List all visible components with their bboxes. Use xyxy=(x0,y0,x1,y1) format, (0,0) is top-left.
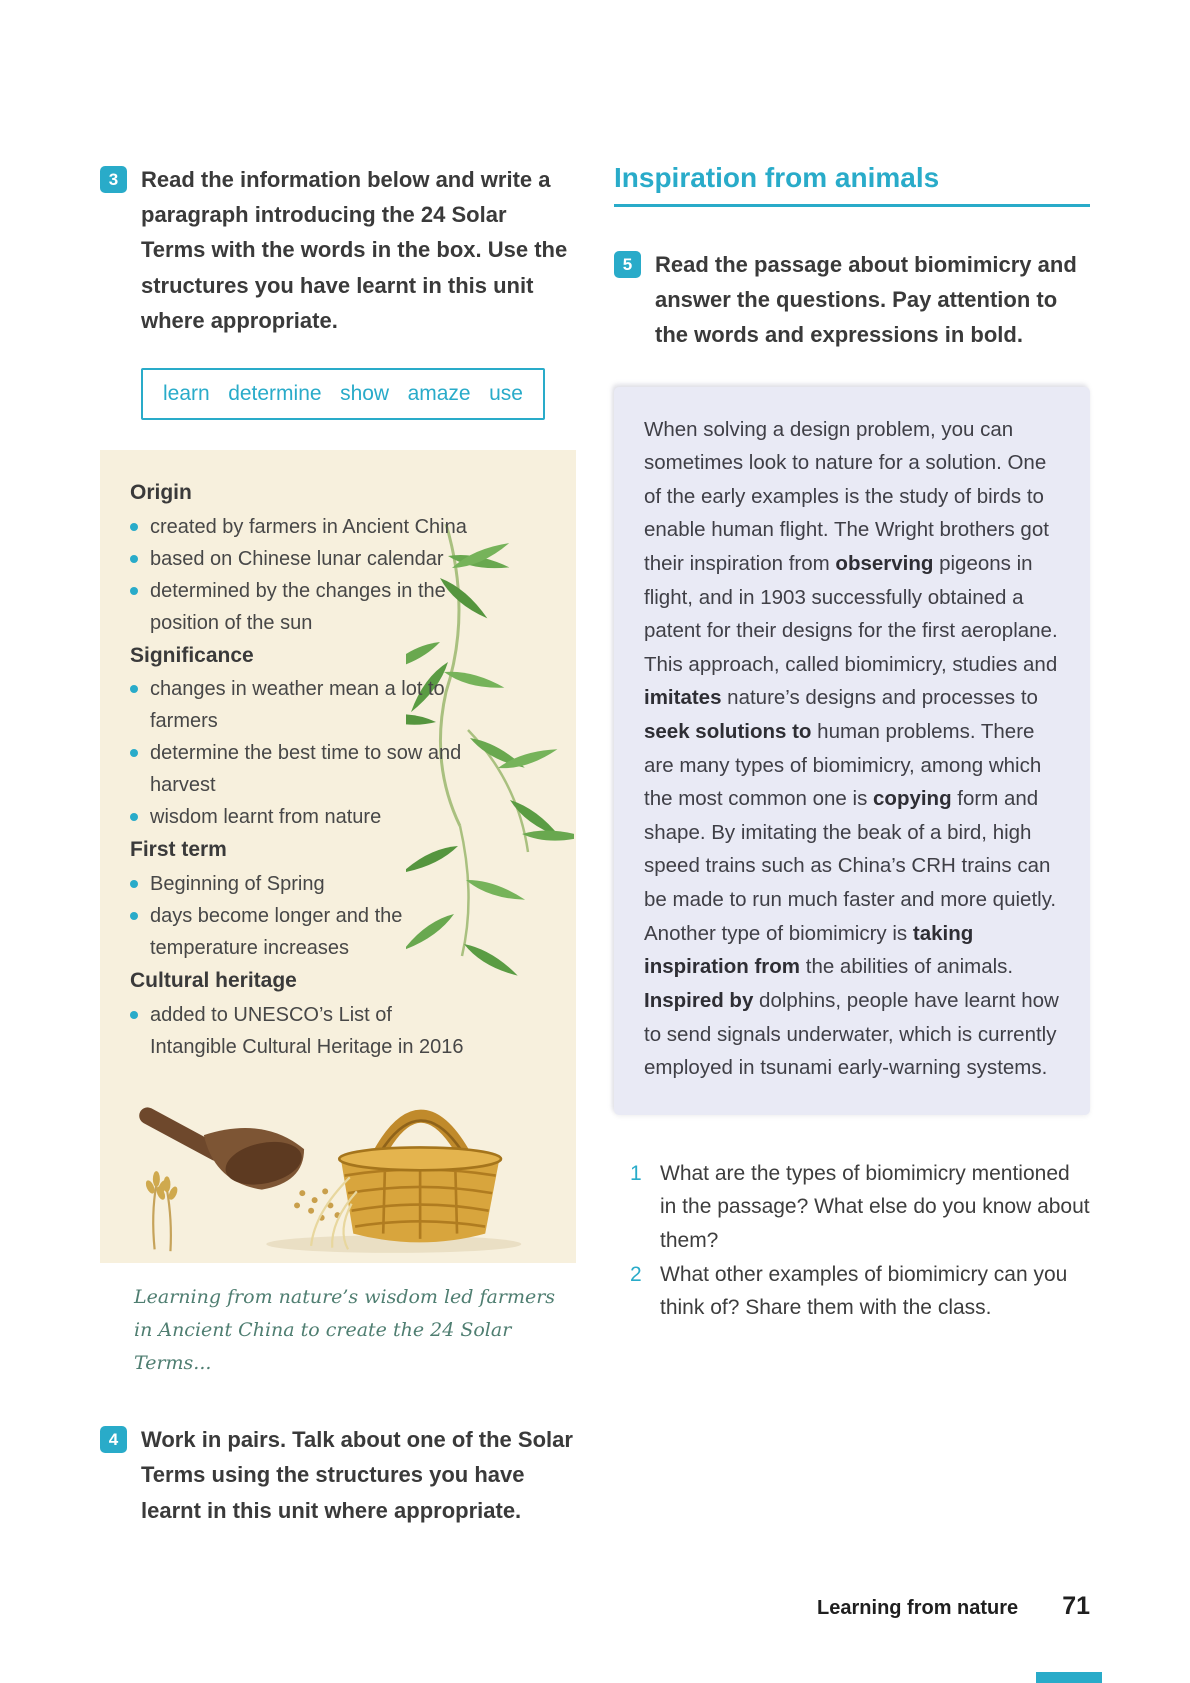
bullet-text: changes in weather mean a lot to farmers xyxy=(150,678,445,733)
footer-accent-tab xyxy=(1036,1672,1102,1683)
bullet-text: Beginning of Spring xyxy=(150,872,325,895)
page-footer xyxy=(817,1592,1090,1621)
bullet-dot-icon xyxy=(130,1011,138,1019)
bullet-dot-icon xyxy=(130,813,138,821)
passage-segment: nature’s designs and processes to xyxy=(721,686,1038,710)
info-bullet-item xyxy=(130,575,552,639)
info-bullet-item xyxy=(130,673,552,737)
bullet-text: days become longer and the temperature increases xyxy=(150,904,403,959)
exercise-5 xyxy=(614,247,1090,353)
passage-bold-term: copying xyxy=(873,787,952,811)
info-section-heading: Significance xyxy=(130,643,254,667)
woven-basket-art xyxy=(311,1116,501,1249)
bullet-dot-icon xyxy=(130,912,138,920)
passage-segment: form and shape. By imitating the beak of a bird, high speed trains such as China’s CRH trains can be made to run much faster and more quietly. Another type of biomimicry is xyxy=(644,787,1057,945)
left-column xyxy=(100,162,576,1528)
question-number: 1 xyxy=(630,1161,642,1185)
bullet-dot-icon xyxy=(130,749,138,757)
exercise-5-number-badge: 5 xyxy=(614,251,641,278)
info-bullet-item xyxy=(130,900,552,964)
question-item xyxy=(630,1258,1090,1325)
word-box-word: determine xyxy=(228,381,322,405)
question-number: 2 xyxy=(630,1262,642,1286)
word-box-word: use xyxy=(489,381,523,405)
word-box-word: amaze xyxy=(407,381,471,405)
exercise-4-number-badge: 4 xyxy=(100,1426,127,1453)
bullet-dot-icon xyxy=(130,523,138,531)
section-heading: Inspiration from animals xyxy=(614,162,1090,207)
exercise-5-instruction: Read the passage about biomimicry and answer the questions. Pay attention to the words and expressions in bold. xyxy=(655,252,1077,348)
exercise-4-instruction: Work in pairs. Talk about one of the Solar Terms using the structures you have learnt in this unit where appropriate. xyxy=(141,1427,573,1523)
info-sections xyxy=(130,476,552,1063)
passage-bold-term: seek solutions to xyxy=(644,720,812,744)
question-item xyxy=(630,1157,1090,1258)
bullet-text: determine the best time to sow and harvest xyxy=(150,742,462,797)
exercise-3-instruction: Read the information below and write a paragraph introducing the 24 Solar Terms with the words in the box. Use the structures you have learnt in this unit where appropriate. xyxy=(141,167,568,333)
bullet-text: added to UNESCO’s List of Intangible Cultural Heritage in 2016 xyxy=(150,1003,464,1058)
passage-bold-term: observing xyxy=(835,552,934,575)
passage-segment: human problems. There are many types of biomimicry, among which the most common one is xyxy=(644,720,1042,811)
info-section-heading: Origin xyxy=(130,480,192,504)
bullet-text: wisdom learnt from nature xyxy=(150,806,382,829)
scattered-grain-art xyxy=(294,1188,340,1220)
bullet-dot-icon xyxy=(130,685,138,693)
questions-list xyxy=(614,1157,1090,1325)
info-box xyxy=(100,450,576,1263)
passage-bold-term: Inspired by xyxy=(644,988,754,1012)
wheat-stalks-art xyxy=(144,1171,179,1251)
bullet-dot-icon xyxy=(130,880,138,888)
right-column xyxy=(614,162,1090,1528)
passage-bold-term: taking inspiration from xyxy=(644,921,974,979)
passage-bold-term: imitates xyxy=(644,686,722,710)
info-bullet-item xyxy=(130,737,552,801)
exercise-3-number-badge: 3 xyxy=(100,166,127,193)
info-bullet-item xyxy=(130,999,552,1063)
info-bullet-item xyxy=(130,543,552,575)
illustration-caption: Learning from nature’s wisdom led farmers in Ancient China to create the 24 Solar Terms... xyxy=(134,1285,556,1374)
exercise-3 xyxy=(100,162,576,338)
exercise-4 xyxy=(100,1422,576,1528)
info-bullet-item xyxy=(130,868,552,900)
page-number: 71 xyxy=(1062,1592,1090,1620)
bullet-text: created by farmers in Ancient China xyxy=(150,515,467,538)
passage-segment: pigeons in flight, and in 1903 successfully obtained a patent for their designs for the first aeroplane. This approach, called biomimicry, studies and xyxy=(644,552,1058,676)
scoop-and-basket-illustration xyxy=(130,1067,552,1263)
wooden-scoop-art xyxy=(148,1115,306,1190)
word-box-word: learn xyxy=(163,381,210,405)
bullet-text: determined by the changes in the position of the sun xyxy=(150,579,446,634)
footer-section-title: Learning from nature xyxy=(817,1597,1019,1619)
info-section-heading: Cultural heritage xyxy=(130,968,297,992)
reading-passage xyxy=(614,387,1090,1115)
passage-segment: When solving a design problem, you can sometimes look to nature for a solution. One of the early examples is the study of birds to enable human flight. The Wright brothers got their inspiration from xyxy=(644,417,1049,575)
passage-segment: dolphins, people have learnt how to send signals underwater, which is currently employed in tsunami early-warning systems. xyxy=(644,988,1059,1080)
word-box xyxy=(141,368,545,420)
word-box-word: show xyxy=(340,381,390,405)
info-section-heading: First term xyxy=(130,838,227,862)
passage-segment: the abilities of animals. xyxy=(800,955,1014,979)
bullet-dot-icon xyxy=(130,587,138,595)
question-text: What are the types of biomimicry mentioned in the passage? What else do you know about them? xyxy=(660,1161,1090,1252)
bullet-dot-icon xyxy=(130,555,138,563)
question-text: What other examples of biomimicry can you think of? Share them with the class. xyxy=(660,1262,1068,1320)
info-bullet-item xyxy=(130,511,552,543)
bullet-text: based on Chinese lunar calendar xyxy=(150,547,444,570)
info-bullet-item xyxy=(130,801,552,833)
